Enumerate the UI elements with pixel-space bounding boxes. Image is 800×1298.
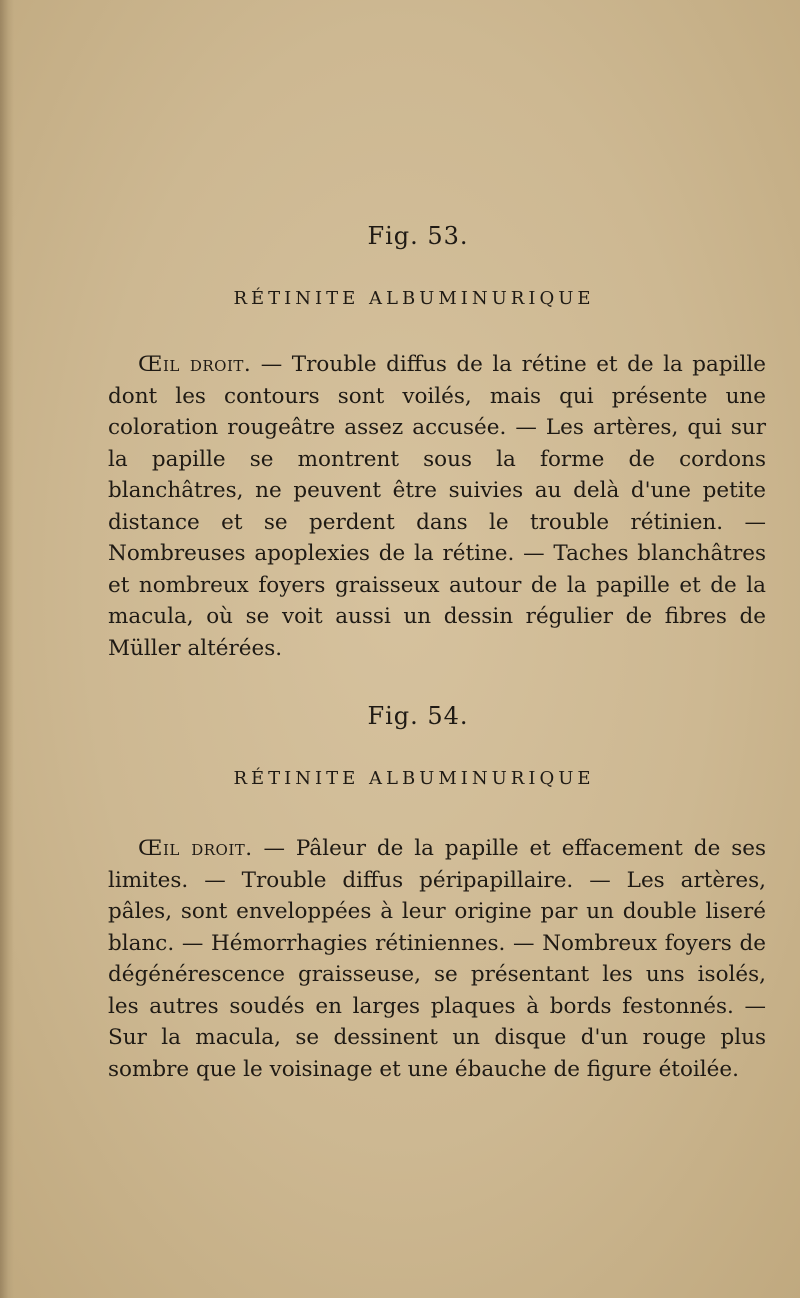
fig-54-description <box>108 833 766 1085</box>
fig-53-text: — Trouble diffus de la rétine et de la papille dont les contours sont voilés, mais qui présente une coloration rougeâtre assez accusée. — Les artères, qui sur la papille se montrent sous la forme de cordons blanchâtres, ne peuvent être suivies au delà d'une petite distance et se perdent dans le trouble rétinien. — Nombreuses apoplexies de la rétine. — Taches blanchâtres et nombreux foyers graisseux autour de la papille et de la macula, où se voit aussi un dessin régulier de fibres de Müller altérées. <box>108 352 766 661</box>
fig-54-eye-label: Œil droit. <box>138 836 253 861</box>
fig-53-title: RÉTINITE ALBUMINURIQUE <box>233 288 595 309</box>
fig-54-text: — Pâleur de la papille et effacement de ses limites. — Trouble diffus péripapillaire. — Les artères, pâles, sont enveloppées à leur origine par un double liseré blanc. — Hémorrhagies rétiniennes. — Nombreux foyers de dégénérescence graisseuse, se présentant les uns isolés, les autres soudés en larges plaques à bords festonnés. — Sur la macula, se dessinent un disque d'un rouge plus sombre que le voisinage et une ébauche de figure étoilée. <box>108 836 766 1082</box>
fig-54-heading: Fig. 54. <box>367 702 469 730</box>
page-edge <box>0 0 14 1298</box>
fig-53-heading: Fig. 53. <box>367 222 469 250</box>
fig-54-title: RÉTINITE ALBUMINURIQUE <box>233 768 595 789</box>
fig-53-eye-label: Œil droit. <box>138 352 252 377</box>
fig-53-description <box>108 349 766 664</box>
